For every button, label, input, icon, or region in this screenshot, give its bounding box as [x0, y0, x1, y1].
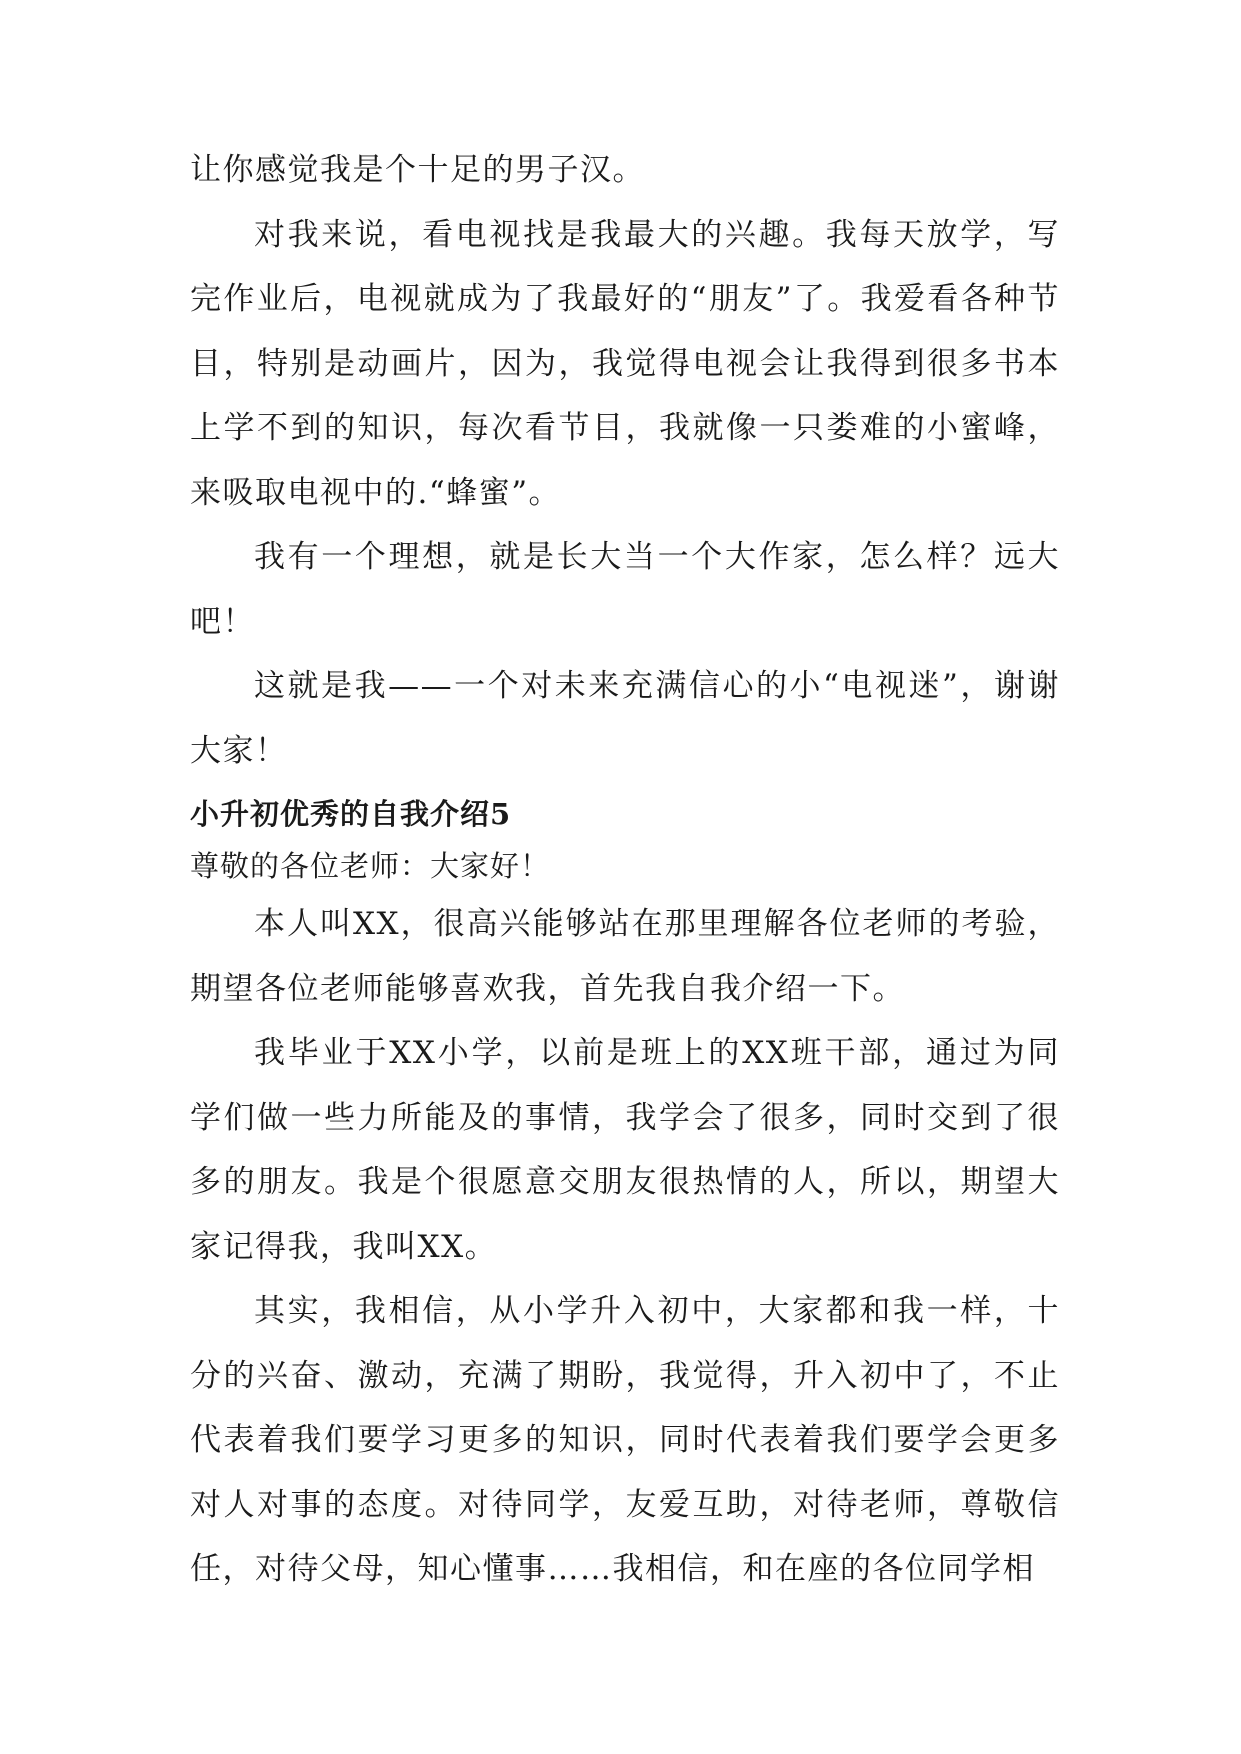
paragraph-dream: 我有一个理想，就是长大当一个大作家，怎么样？远大吧！ — [190, 539, 1060, 640]
paragraph-junior-high: 其实，我相信，从小学升入初中，大家都和我一样，十分的兴奋、激动，充满了期盼，我觉得，升入初中了，不止代表着我们要学习更多的知识，同时代表着我们要学会更多对人对事的态度。对待同学，友爱互助，对待老师，尊敬信任，对待父母，知心懂事……我相信，和在座的各位同学相 — [190, 1293, 1060, 1587]
greeting-line: 尊敬的各位老师：大家好！ — [190, 849, 551, 883]
essay-section-continued — [190, 138, 1060, 783]
paragraph-continuation: 让你感觉我是个十足的男子汉。 — [190, 152, 645, 188]
paragraph-closing: 这就是我——一个对未来充满信心的小“电视迷”，谢谢大家！ — [190, 668, 1060, 769]
section-title: 小升初优秀的自我介绍5 — [190, 797, 512, 831]
essay-section-5 — [190, 788, 1060, 1602]
paragraph-school: 我毕业于XX小学，以前是班上的XX班干部，通过为同学们做一些力所能及的事情，我学会了很多，同时交到了很多的朋友。我是个很愿意交朋友很热情的人，所以，期望大家记得我，我叫XX。 — [190, 1035, 1060, 1265]
paragraph-tv-interest: 对我来说，看电视找是我最大的兴趣。我每天放学，写完作业后，电视就成为了我最好的“朋友”了。我爱看各种节目，特别是动画片，因为，我觉得电视会让我得到很多书本上学不到的知识，每次看节目，我就像一只娄难的小蜜峰，来吸取电视中的.“蜂蜜”。 — [190, 216, 1060, 511]
paragraph-intro: 本人叫XX，很高兴能够站在那里理解各位老师的考验，期望各位老师能够喜欢我，首先我自我介绍一下。 — [190, 906, 1060, 1007]
